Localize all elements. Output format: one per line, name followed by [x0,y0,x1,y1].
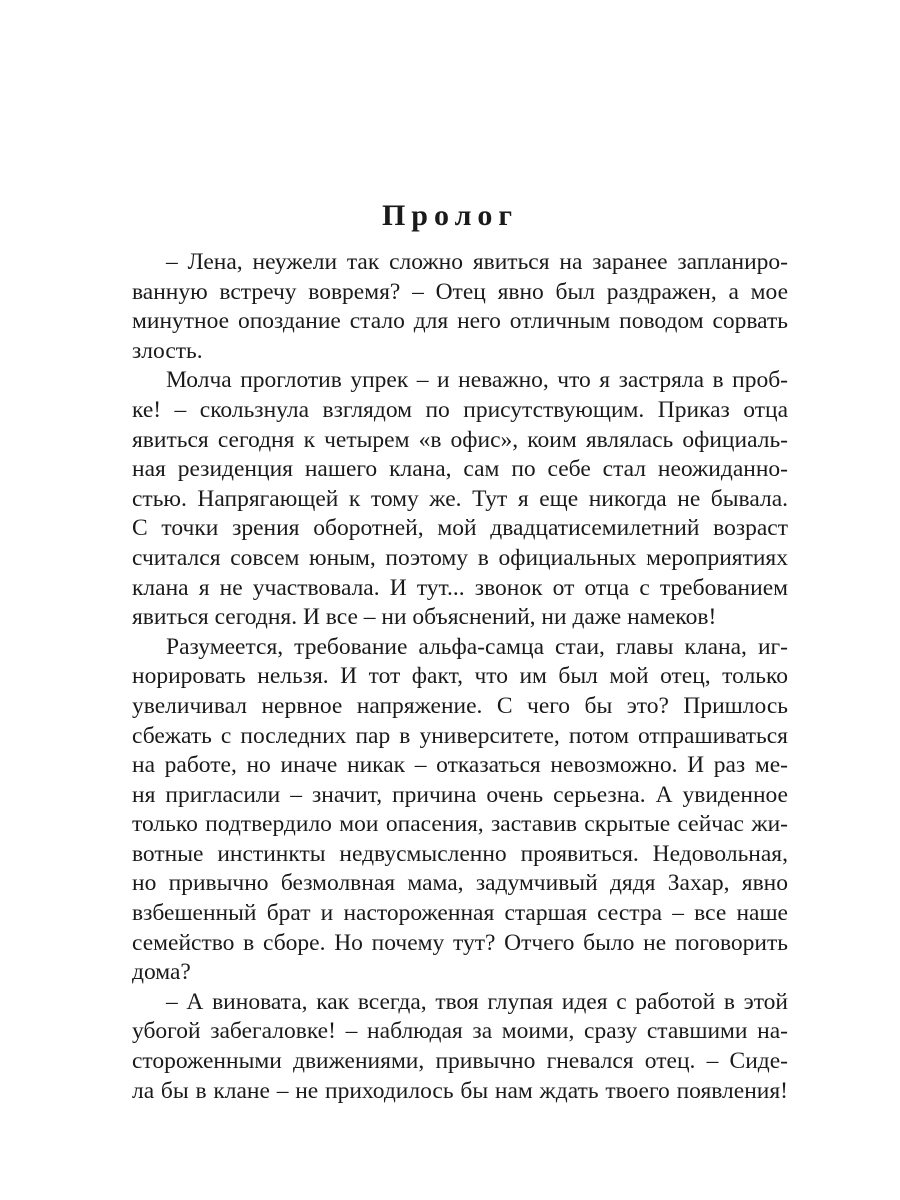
text-line: клана я не участвовала. И тут... звонок от отца с требованием [132,574,788,601]
text-line: стью. Напрягающей к тому же. Тут я еще никогда не бывала. [132,485,788,512]
text-line: сбежать с последних пар в университете, потом отпрашиваться [132,722,788,749]
body-text [132,248,788,1106]
chapter-title: Пролог [381,199,519,232]
text-line: вотные инстинкты недвусмысленно проявиться. Недовольная, [132,840,788,867]
text-line: минутное опоздание стало для него отличным поводом сорвать [132,308,788,335]
text-line: убогой забегаловке! – наблюдая за моими, сразу ставшими на- [132,1018,788,1045]
text-line: – Лена, неужели так сложно явиться на заранее запланиро- [166,249,788,275]
text-line: ванную встречу вовремя? – Отец явно был раздражен, а мое [132,278,788,305]
text-line: явиться сегодня к четырем «в офис», коим являлась официаль- [132,426,788,453]
text-line: считался совсем юным, поэтому в официальных мероприятиях [132,544,788,571]
text-line: ла бы в клане – не приходилось бы нам ждать твоего появления! [132,1077,788,1104]
text-line: стороженными движениями, привычно гневался отец. – Сиде- [132,1048,788,1075]
text-line: С точки зрения оборотней, мой двадцатисемилетний возраст [132,515,788,542]
text-line: ня пригласили – значит, причина очень серьезна. А увиденное [132,781,788,808]
text-line: дома? [132,959,191,986]
text-line: но привычно безмолвная мама, задумчивый дядя Захар, явно [132,870,788,897]
text-line: взбешенный брат и настороженная старшая сестра – все наше [132,900,788,927]
text-line: норировать нельзя. И тот факт, что им был мой отец, только [132,663,788,690]
text-line: Разумеется, требование альфа-самца стаи, главы клана, иг- [166,633,788,660]
text-line: Молча проглотив упрек – и неважно, что я застряла в проб- [166,367,788,394]
text-line: только подтвердило мои опасения, заставив скрытые сейчас жи- [132,811,788,838]
text-line: явиться сегодня. И все – ни объяснений, ни даже намеков! [132,604,717,631]
text-line: увеличивал нервное напряжение. С чего бы это? Пришлось [132,692,788,719]
text-line: ная резиденция нашего клана, сам по себе стал неожиданно- [132,456,788,483]
text-line: на работе, но иначе никак – отказаться невозможно. И раз ме- [132,752,788,779]
text-line: ке! – скользнула взглядом по присутствующим. Приказ отца [132,396,788,423]
text-line: семейство в сборе. Но почему тут? Отчего было не поговорить [132,929,788,956]
text-line: злость. [132,337,203,364]
text-line: – А виновата, как всегда, твоя глупая идея с работой в этой [166,988,788,1015]
